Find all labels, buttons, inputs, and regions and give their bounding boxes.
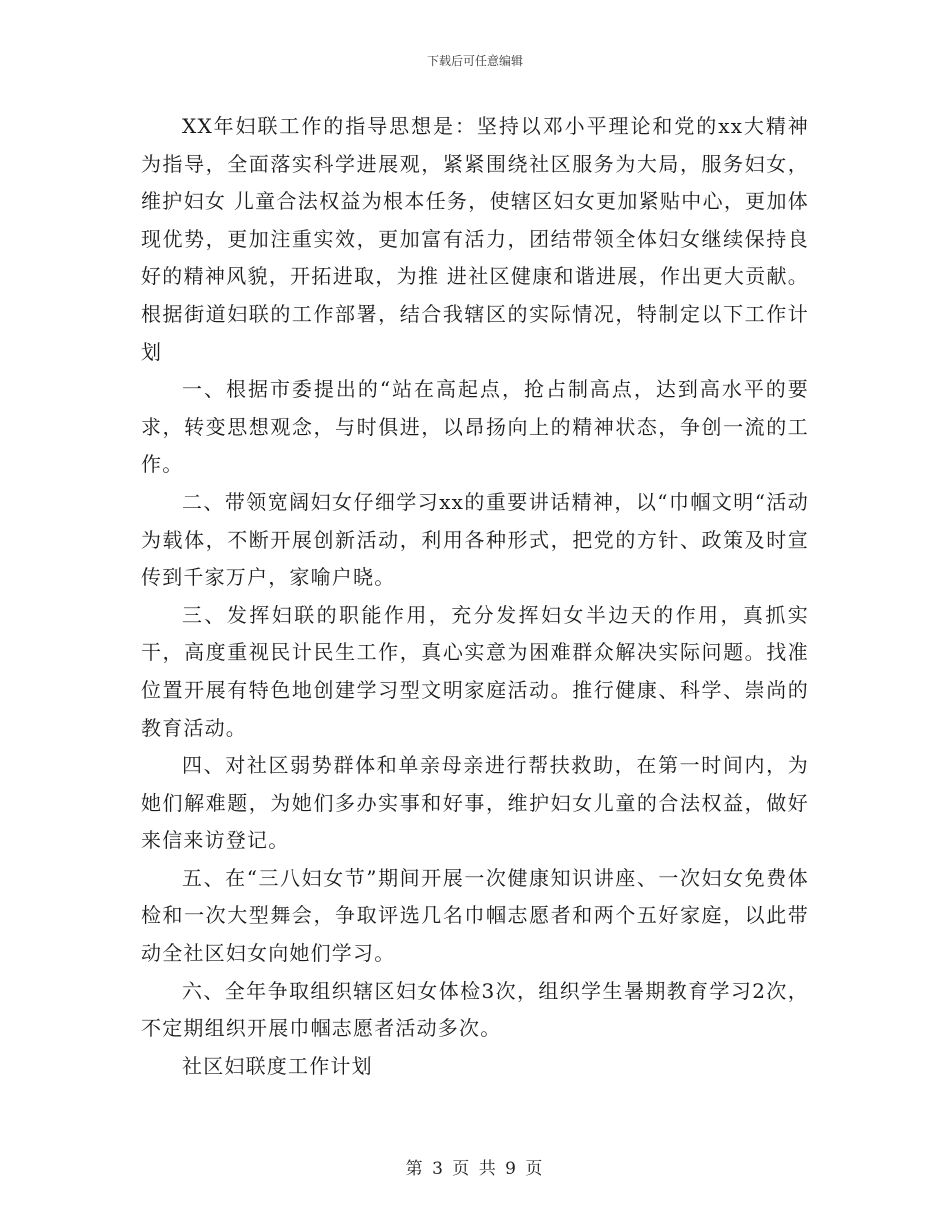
paragraph-item-5: 五、在“三八妇女节”期间开展一次健康知识讲座、一次妇女免费体检和一次大型舞会，争取评选几名巾帼志愿者和两个五好家庭，以此带动全社区妇女向她们学习。: [141, 865, 809, 966]
paragraph-item-3: 三、发挥妇联的职能作用，充分发挥妇女半边天的作用，真抓实干，高度重视民计民生工作，真心实意为困难群众解决实际问题。找准位置开展有特色地创建学习型文明家庭活动。推行健康、科学、崇尚的教育活动。: [141, 602, 809, 740]
paragraph-item-2: 二、带领宽阔妇女仔细学习xx的重要讲话精神，以“巾帼文明“活动为载体，不断开展创新活动，利用各种形式，把党的方针、政策及时宣传到千家万户，家喻户晓。: [141, 489, 809, 590]
paragraph-item-1: 一、根据市委提出的“站在高起点，抢占制高点，达到高水平的要求，转变思想观念，与时俱进，以昂扬向上的精神状态，争创一流的工作。: [141, 377, 809, 477]
paragraph-item-6: 六、全年争取组织辖区妇女体检3次，组织学生暑期教育学习2次，不定期组织开展巾帼志愿者活动多次。: [141, 978, 809, 1041]
page-number: 第 3 页 共 9 页: [405, 1159, 545, 1179]
paragraph-guiding-thought: XX年妇联工作的指导思想是：坚持以邓小平理论和党的xx大精神为指导，全面落实科学进展观，紧紧围绕社区服务为大局，服务妇女，维护妇女 儿童合法权益为根本任务，使辖区妇女更加紧贴中心，更加体现优势，更加注重实效，更加富有活力，团结带领全体妇女继续保持良好的精神风貌，开拓进取，为推 进社区健康和谐进展，作出更大贡献。根据街道妇联的工作部署，结合我辖区的实际情况，特制定以下工作计划: [141, 114, 809, 364]
page-header: 下载后可任意编辑: [426, 54, 523, 68]
paragraph-item-4: 四、对社区弱势群体和单亲母亲进行帮扶救助，在第一时间内，为她们解难题，为她们多办实事和好事，维护妇女儿童的合法权益，做好来信来访登记。: [141, 753, 809, 853]
section-title: 社区妇联度工作计划: [182, 1053, 373, 1078]
document-body: [141, 108, 809, 1085]
